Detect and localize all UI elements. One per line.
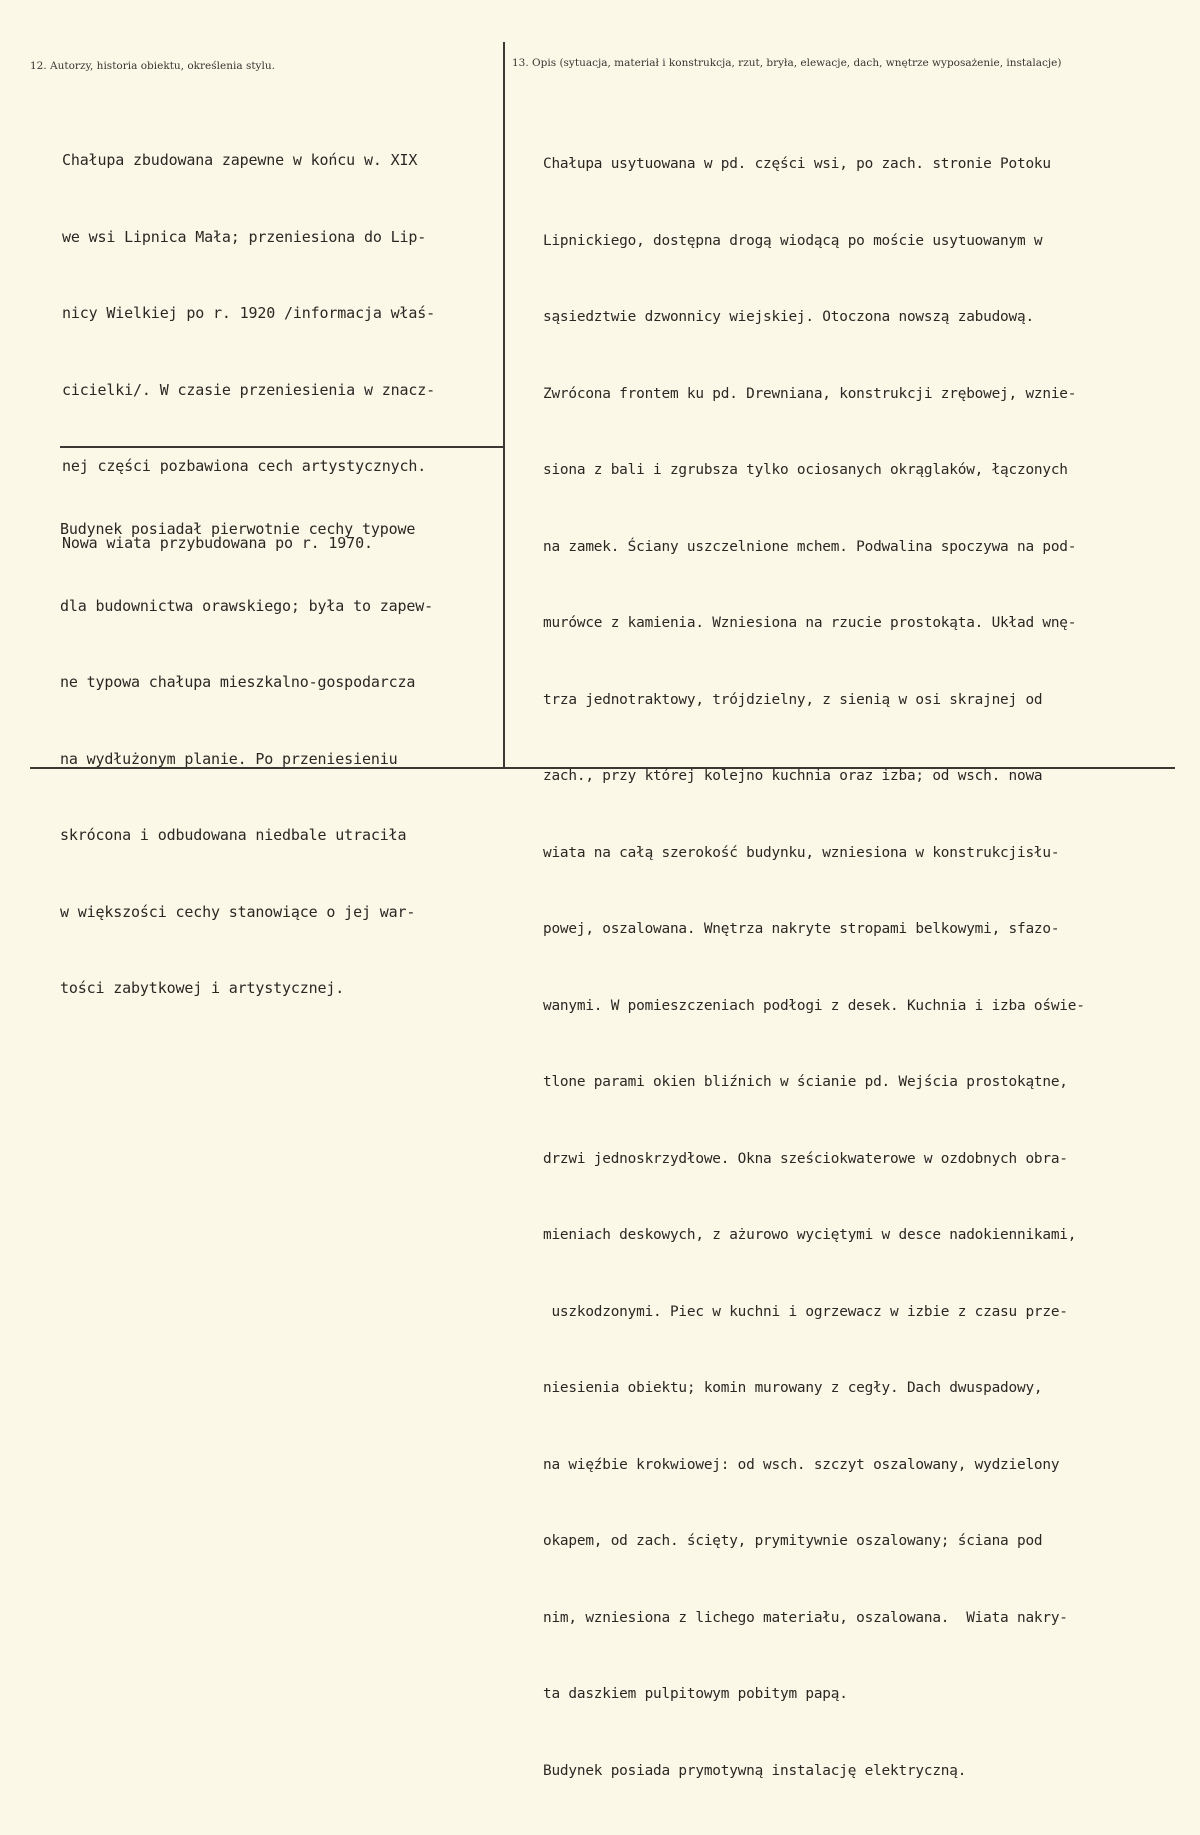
text-line: mieniach deskowych, z ażurowo wyciętymi w desce nadokiennikami, <box>543 1227 1077 1243</box>
text-line: siona z bali i zgrubsza tylko ociosanych okrąglaków, łączonych <box>543 462 1068 478</box>
text-line: sąsiedztwie dzwonnicy wiejskiej. Otoczona nowszą zabudową. <box>543 309 1034 325</box>
style-assessment-text <box>60 466 433 1053</box>
text-line: Budynek posiada prymotywną instalację elektryczną. <box>543 1762 967 1779</box>
text-line: nim, wzniesiona z lichego materiału, oszalowana. Wiata nakry- <box>543 1609 1068 1626</box>
text-line: Chałupa zbudowana zapewne w końcu w. XIX <box>62 151 418 169</box>
text-line: na więźbie krokwiowej: od wsch. szczyt oszalowany, wydzielony <box>543 1456 1060 1473</box>
text-line: tlone parami okien bliźnich w ścianie pd. Wejścia prostokątne, <box>543 1074 1068 1090</box>
section-12-header: 12. Autorzy, historia obiektu, określenia stylu. <box>30 60 275 72</box>
text-line: na wydłużonym planie. Po przeniesieniu <box>60 749 398 768</box>
text-line: skrócona i odbudowana niedbale utraciła <box>60 826 407 844</box>
text-line: nicy Wielkiej po r. 1920 /informacja właś- <box>62 304 435 322</box>
text-line: Chałupa usytuowana w pd. części wsi, po zach. stronie Potoku <box>543 156 1051 172</box>
text-line: powej, oszalowana. Wnętrza nakryte stropami belkowymi, sfazo- <box>543 921 1060 937</box>
column-divider <box>503 42 505 768</box>
text-line: we wsi Lipnica Mała; przeniesiona do Lip- <box>62 227 427 246</box>
text-line: uszkodzonymi. Piec w kuchni i ogrzewacz w izbie z czasu prze- <box>543 1303 1068 1320</box>
description-text <box>543 101 1085 1835</box>
text-line: tości zabytkowej i artystycznej. <box>60 979 345 997</box>
text-line: trza jednotraktowy, trójdzielny, z sienią w osi skrajnej od <box>543 691 1043 708</box>
text-line: ne typowa chałupa mieszkalno-gospodarcza <box>60 673 416 691</box>
text-line: drzwi jednoskrzydłowe. Okna sześciokwaterowe w ozdobnych obra- <box>543 1150 1068 1167</box>
section-13-header: 13. Opis (sytuacja, materiał i konstrukcja, rzut, bryła, elewacje, dach, wnętrze wyposażenie, instalacje) <box>512 57 1062 69</box>
text-line: okapem, od zach. ścięty, prymitywnie oszalowany; ściana pod <box>543 1533 1043 1549</box>
text-line: ta daszkiem pulpitowym pobitym papą. <box>543 1686 848 1702</box>
text-line: dla budownictwa orawskiego; była to zapew- <box>60 596 433 615</box>
text-line: wanymi. W pomieszczeniach podłogi z desek. Kuchnia i izba oświe- <box>543 997 1085 1014</box>
text-line: Nowa wiata przybudowana po r. 1970. <box>62 533 373 552</box>
text-line: cicielki/. W czasie przeniesienia w znacz- <box>62 380 435 399</box>
text-line: nej części pozbawiona cech artystycznych. <box>62 457 427 475</box>
text-line: murówce z kamienia. Wzniesiona na rzucie prostokąta. Układ wnę- <box>543 615 1077 631</box>
text-line: niesienia obiektu; komin murowany z cegły. Dach dwuspadowy, <box>543 1380 1043 1396</box>
text-line: wiata na całą szerokość budynku, wzniesiona w konstrukcjisłu- <box>543 844 1060 861</box>
text-line: Budynek posiadał pierwotnie cechy typowe <box>60 520 416 538</box>
text-line: Zwrócona frontem ku pd. Drewniana, konstrukcji zrębowej, wznie- <box>543 385 1077 402</box>
text-line: na zamek. Ściany uszczelnione mchem. Podwalina spoczywa na pod- <box>543 538 1077 555</box>
text-line: w większości cechy stanowiące o jej war- <box>60 902 416 921</box>
text-line: Lipnickiego, dostępna drogą wiodącą po moście usytuowanym w <box>543 232 1043 249</box>
text-line: zach., przy której kolejno kuchnia oraz izba; od wsch. nowa <box>543 768 1043 784</box>
